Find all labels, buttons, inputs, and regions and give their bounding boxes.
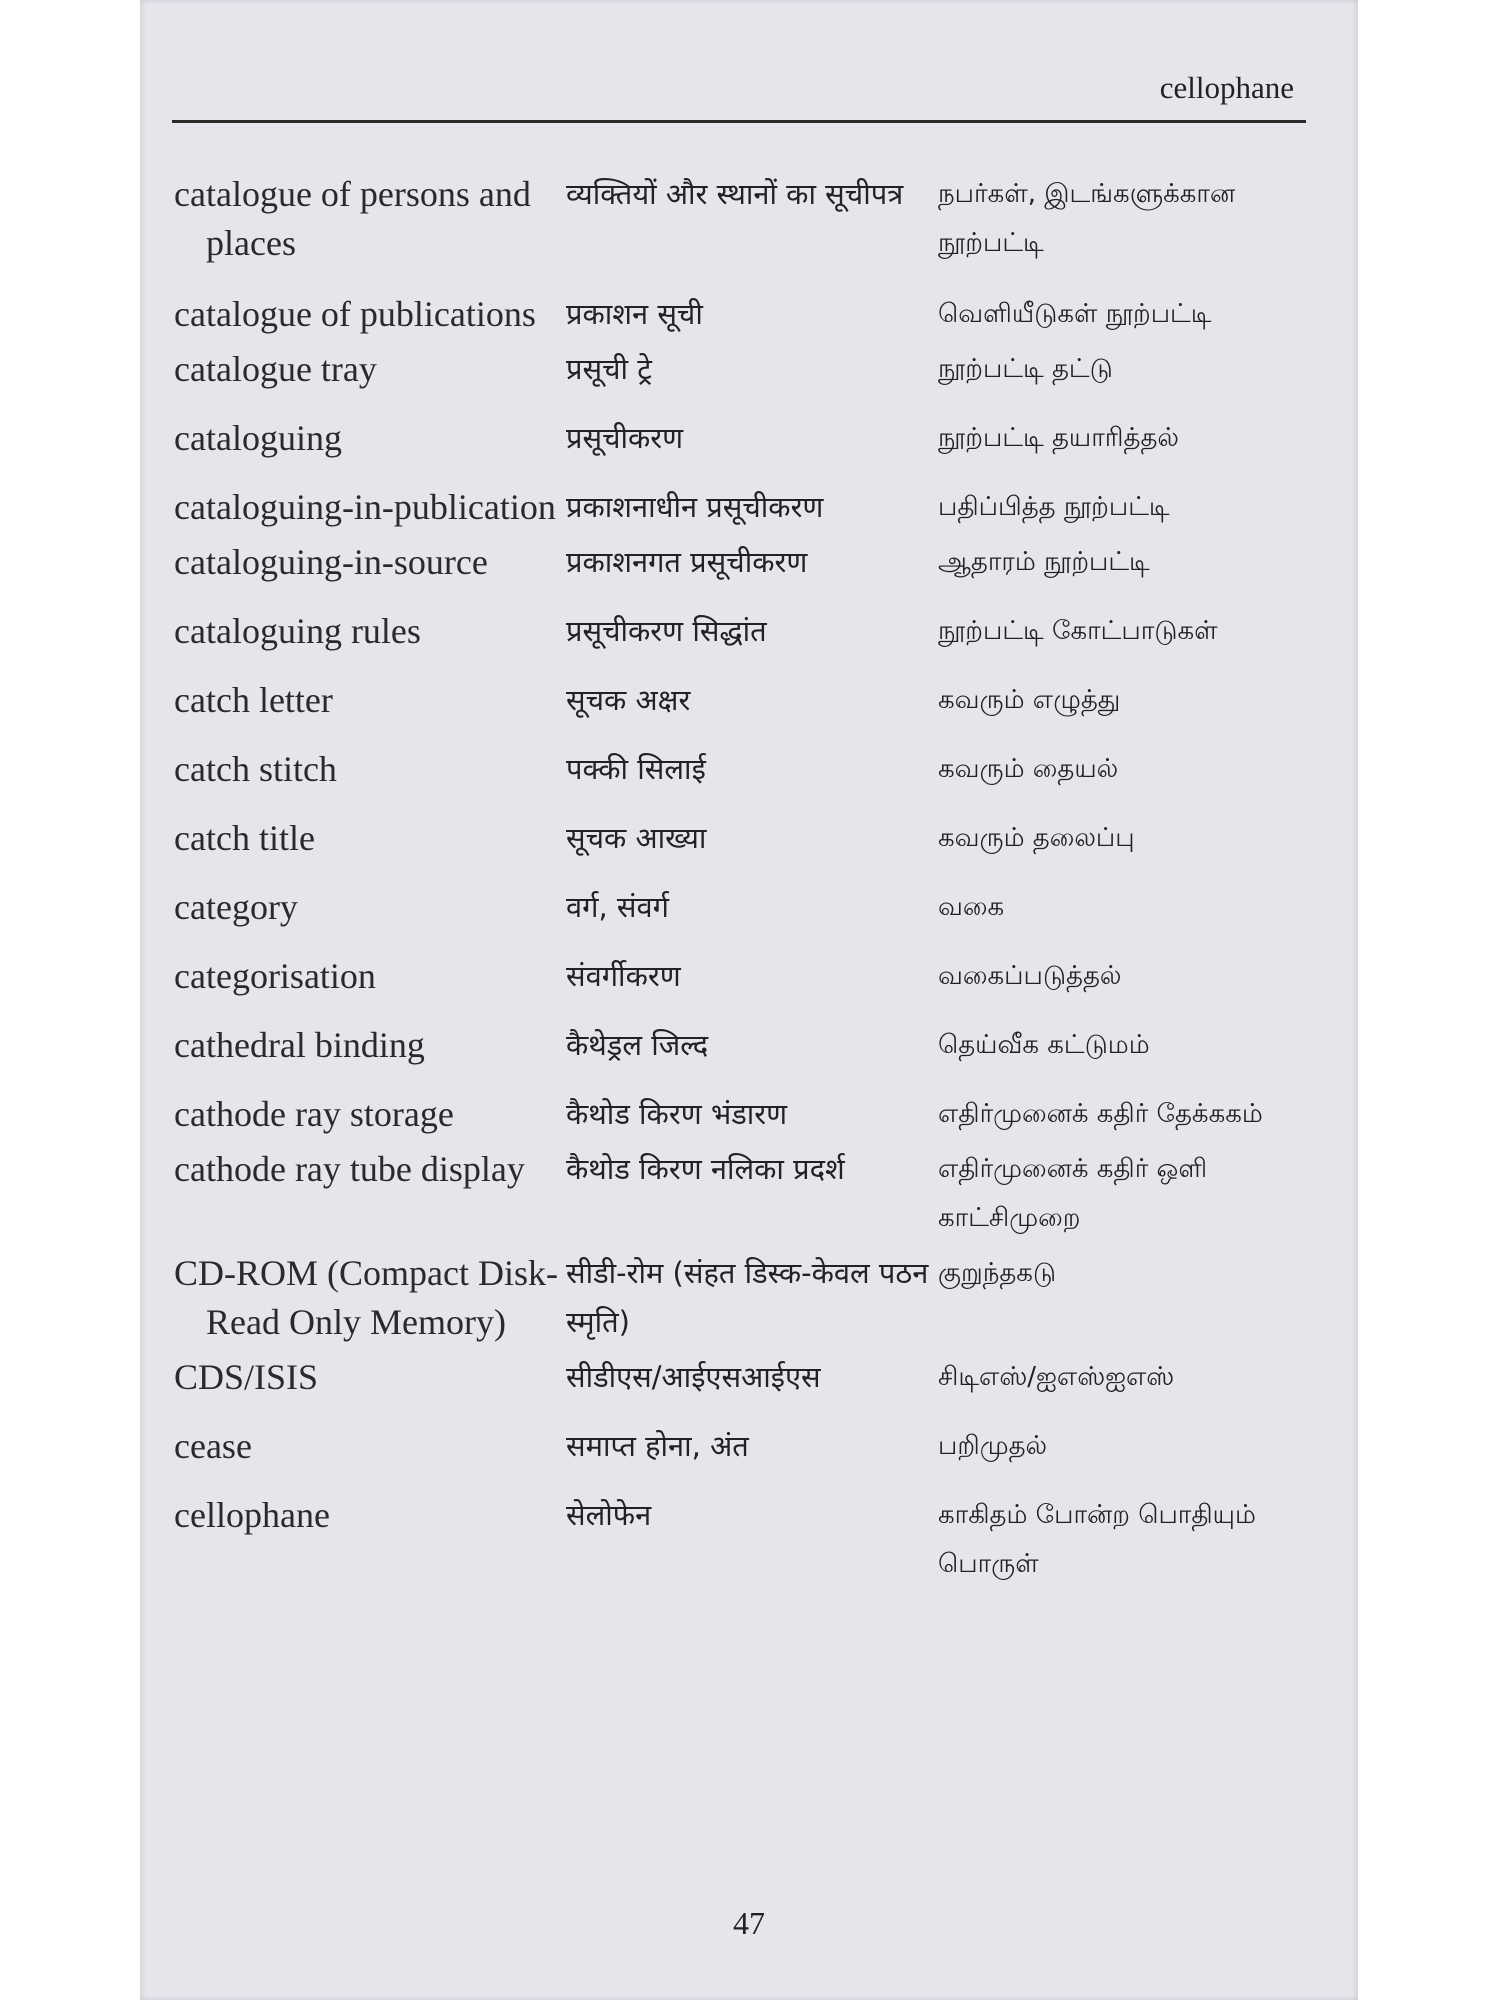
english-term: cathedral binding <box>174 1025 425 1065</box>
tamil-term: காகிதம் போன்ற பொதியும் பொருள் <box>938 1500 1256 1579</box>
tamil-term: கவரும் தையல் <box>938 754 1119 784</box>
glossary-entry <box>174 1491 1314 1589</box>
hindi-term: प्रसूचीकरण <box>566 421 684 455</box>
tamil-term: நூற்பட்டி தட்டு <box>938 354 1113 384</box>
english-term: cellophane <box>174 1495 330 1535</box>
glossary-entry <box>174 290 1314 339</box>
hindi-term: प्रसूची ट्रे <box>566 352 652 386</box>
hindi-term: समाप्त होना, अंत <box>566 1429 749 1463</box>
hindi-term: व्यक्तियों और स्थानों का सूचीपत्र <box>566 177 904 211</box>
glossary-entry <box>174 483 1314 532</box>
tamil-term: நூற்பட்டி கோட்பாடுகள் <box>938 616 1218 646</box>
english-term: catalogue of persons and places <box>174 174 531 263</box>
tamil-term: பதிப்பித்த நூற்பட்டி <box>938 492 1170 522</box>
english-term: catalogue of publications <box>174 294 536 334</box>
hindi-term: सूचक आख्या <box>566 821 707 855</box>
hindi-term: कैथोड किरण नलिका प्रदर्श <box>566 1152 845 1186</box>
english-term: cathode ray tube display <box>174 1149 525 1189</box>
glossary-entry <box>174 1090 1314 1139</box>
tamil-term: வகைப்படுத்தல் <box>938 961 1122 991</box>
hindi-term: सेलोफेन <box>566 1498 652 1532</box>
glossary-entries <box>174 170 1314 1589</box>
glossary-entry <box>174 1422 1314 1471</box>
tamil-term: தெய்வீக கட்டுமம் <box>938 1030 1150 1060</box>
glossary-entry <box>174 1249 1314 1347</box>
glossary-entry <box>174 745 1314 794</box>
english-term: catch title <box>174 818 315 858</box>
glossary-entry <box>174 676 1314 725</box>
tamil-term: கவரும் எழுத்து <box>938 685 1121 715</box>
tamil-term: எதிர்முனைக் கதிர் தேக்ககம் <box>938 1099 1263 1129</box>
glossary-entry <box>174 607 1314 656</box>
english-term: cataloguing-in-publication <box>174 487 556 527</box>
hindi-term: पक्की सिलाई <box>566 752 706 786</box>
english-term: cease <box>174 1426 252 1466</box>
tamil-term: குறுந்தகடு <box>938 1258 1057 1288</box>
tamil-term: ஆதாரம் நூற்பட்டி <box>938 547 1150 577</box>
glossary-entry <box>174 414 1314 463</box>
hindi-term: कैथेड्रल जिल्द <box>566 1028 709 1062</box>
header-rule <box>172 120 1306 123</box>
tamil-term: நபர்கள், இடங்களுக்கான நூற்பட்டி <box>938 179 1236 258</box>
english-term: cathode ray storage <box>174 1094 454 1134</box>
hindi-term: संवर्गीकरण <box>566 959 681 993</box>
hindi-term: कैथोड किरण भंडारण <box>566 1097 788 1131</box>
glossary-entry <box>174 814 1314 863</box>
hindi-term: प्रकाशन सूची <box>566 297 703 331</box>
english-term: category <box>174 887 298 927</box>
glossary-entry <box>174 1021 1314 1070</box>
glossary-entry <box>174 1145 1314 1243</box>
hindi-term: प्रसूचीकरण सिद्धांत <box>566 614 767 648</box>
hindi-term: प्रकाशनगत प्रसूचीकरण <box>566 545 808 579</box>
english-term: catch letter <box>174 680 333 720</box>
english-term: CD-ROM (Compact Disk-Read Only Memory) <box>174 1253 558 1342</box>
glossary-entry <box>174 883 1314 932</box>
glossary-entry <box>174 538 1314 587</box>
glossary-entry <box>174 345 1314 394</box>
running-head: cellophane <box>1159 70 1294 105</box>
tamil-term: எதிர்முனைக் கதிர் ஒளி காட்சிமுறை <box>938 1154 1208 1233</box>
glossary-entry <box>174 952 1314 1001</box>
hindi-term: सीडीएस/आईएसआईएस <box>566 1360 821 1394</box>
glossary-entry <box>174 1353 1314 1402</box>
english-term: cataloguing-in-source <box>174 542 488 582</box>
english-term: categorisation <box>174 956 376 996</box>
glossary-entry <box>174 170 1314 268</box>
hindi-term: वर्ग, संवर्ग <box>566 890 669 924</box>
english-term: CDS/ISIS <box>174 1357 319 1397</box>
tamil-term: கவரும் தலைப்பு <box>938 823 1135 853</box>
book-page <box>140 0 1358 2000</box>
page-number: 47 <box>733 1905 765 1941</box>
english-term: cataloguing rules <box>174 611 421 651</box>
english-term: catalogue tray <box>174 349 377 389</box>
hindi-term: सूचक अक्षर <box>566 683 691 717</box>
tamil-term: பறிமுதல் <box>938 1431 1048 1461</box>
tamil-term: நூற்பட்டி தயாரித்தல் <box>938 423 1179 453</box>
tamil-term: சிடிஎஸ்/ஐஎஸ்ஐஎஸ் <box>938 1362 1175 1392</box>
english-term: catch stitch <box>174 749 337 789</box>
hindi-term: सीडी-रोम (संहत डिस्क-केवल पठन स्मृति) <box>566 1256 929 1339</box>
hindi-term: प्रकाशनाधीन प्रसूचीकरण <box>566 490 824 524</box>
tamil-term: வகை <box>938 892 1005 922</box>
tamil-term: வெளியீடுகள் நூற்பட்டி <box>938 299 1212 329</box>
english-term: cataloguing <box>174 418 342 458</box>
